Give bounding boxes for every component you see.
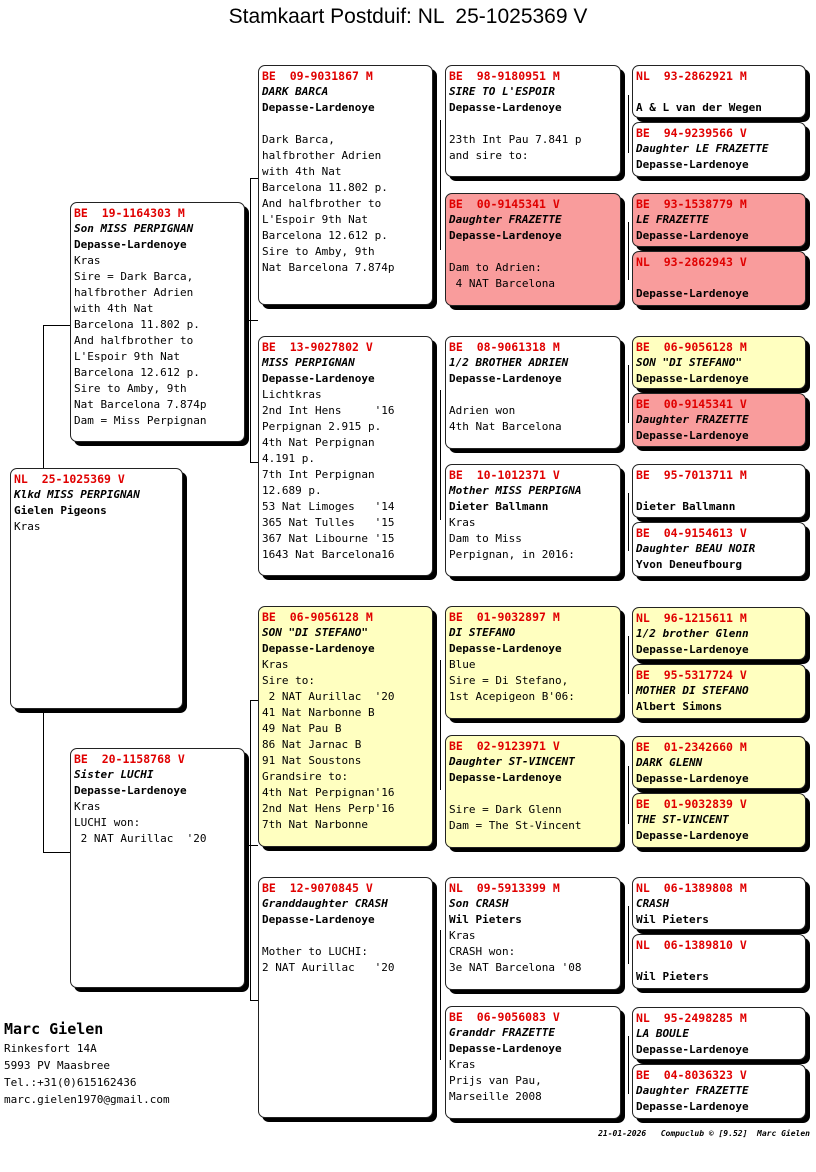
connector-line	[250, 700, 258, 701]
pigeon-note: 2 NAT Aurillac '20	[74, 832, 207, 845]
connector-line	[246, 845, 258, 846]
connector-line	[250, 462, 258, 463]
breeder-name: Depasse-Lardenoye	[636, 158, 749, 171]
pigeon-card-ddsd[interactable]	[632, 934, 806, 989]
pigeon-name: Son MISS PERPIGNAN	[74, 222, 194, 235]
breeder-name: Dieter Ballmann	[636, 500, 736, 513]
pigeon-card-ssd[interactable]	[445, 193, 621, 306]
ring-number: BE 93-1538779 M	[636, 197, 747, 211]
pigeon-note: 2nd Nat Hens Perp'16	[262, 802, 395, 815]
pigeon-note: And halfbrother to	[262, 197, 382, 210]
pigeon-name: Son CRASH	[449, 897, 509, 910]
ring-number: BE 10-1012371 V	[449, 468, 560, 482]
pigeon-name: DARK BARCA	[262, 85, 329, 98]
pigeon-name: Mother MISS PERPIGNA	[449, 484, 582, 497]
ring-number: NL 95-2498285 M	[636, 1011, 747, 1025]
connector-line	[250, 700, 251, 1000]
pigeon-name: CRASH	[636, 897, 670, 910]
pigeon-note: Dam = The St-Vincent	[449, 819, 582, 832]
pigeon-note: halfbrother Adrien	[262, 149, 382, 162]
pigeon-note: Dark Barca,	[262, 133, 335, 146]
pigeon-note	[449, 387, 617, 403]
pigeon-note: Sire = Dark Glenn	[449, 803, 562, 816]
breeder-name: Depasse-Lardenoye	[74, 784, 187, 797]
pigeon-name: Daughter LE FRAZETTE	[636, 142, 769, 155]
footer-credit: 21-01-2026 Compuclub © [9.52] Marc Gielen	[598, 1129, 810, 1138]
pigeon-name: DARK GLENN	[636, 756, 703, 769]
ring-number: NL 93-2862921 M	[636, 69, 747, 83]
owner-address: Rinkesfort 14A	[4, 1042, 97, 1055]
pigeon-note: 4th Nat Perpignan	[262, 436, 375, 449]
ring-number: BE 09-9031867 M	[262, 69, 373, 83]
connector-line	[43, 325, 70, 326]
pigeon-card-sire[interactable]	[70, 202, 245, 442]
ring-number: NL 06-1389810 V	[636, 938, 747, 952]
connector-line	[246, 320, 258, 321]
pigeon-note	[449, 786, 617, 802]
pigeon-note: Kras	[74, 254, 101, 267]
pigeon-name: 1/2 brother Glenn	[636, 627, 749, 640]
connector-line	[440, 390, 441, 520]
pigeon-note: 1643 Nat Barcelona16	[262, 548, 395, 561]
ring-number: BE 04-8036323 V	[636, 1068, 747, 1082]
pigeon-card-main[interactable]	[10, 468, 183, 709]
breeder-name: Depasse-Lardenoye	[636, 643, 749, 656]
ring-number: BE 01-9032897 M	[449, 610, 560, 624]
pigeon-card-sdss[interactable]	[632, 336, 806, 389]
pigeon-note: Kras	[14, 520, 41, 533]
pigeon-card-dsdd[interactable]	[632, 793, 806, 848]
pigeon-note: with 4th Nat	[262, 165, 342, 178]
pigeon-card-ddd[interactable]	[445, 1006, 621, 1119]
owner-email[interactable]: marc.gielen1970@gmail.com	[4, 1093, 170, 1106]
pigeon-note: with 4th Nat	[74, 302, 154, 315]
pigeon-card-dsss[interactable]	[632, 607, 806, 660]
pigeon-note: L'Espoir 9th Nat	[262, 213, 368, 226]
pigeon-note: Kras	[74, 800, 101, 813]
pigeon-note: 365 Nat Tulles '15	[262, 516, 395, 529]
breeder-name: Depasse-Lardenoye	[636, 429, 749, 442]
breeder-name: Depasse-Lardenoye	[262, 913, 375, 926]
ring-number: BE 04-9154613 V	[636, 526, 747, 540]
connector-line	[250, 178, 258, 179]
pigeon-note: Dam to Adrien:	[449, 261, 542, 274]
breeder-name: Dieter Ballmann	[449, 500, 549, 513]
pigeon-note: Kras	[449, 1058, 476, 1071]
ring-number: BE 19-1164303 M	[74, 206, 185, 220]
pigeon-note: Kras	[262, 658, 289, 671]
pigeon-name	[636, 953, 802, 969]
breeder-name: Depasse-Lardenoye	[74, 238, 187, 251]
pigeon-name: Daughter FRAZETTE	[636, 1084, 749, 1097]
connector-line	[440, 660, 441, 790]
ring-number: NL 09-5913399 M	[449, 881, 560, 895]
pigeon-card-sire-sire[interactable]	[258, 65, 433, 305]
pigeon-card-ddds[interactable]	[632, 1007, 806, 1060]
pigeon-note: 3e NAT Barcelona '08	[449, 961, 582, 974]
ring-number: NL 96-1215611 M	[636, 611, 747, 625]
connector-line	[628, 222, 629, 280]
pigeon-name: Klkd MISS PERPIGNAN	[14, 488, 140, 501]
ring-number: BE 95-5317724 V	[636, 668, 747, 682]
pigeon-note: Prijs van Pau,	[449, 1074, 542, 1087]
pigeon-name: THE ST-VINCENT	[636, 813, 729, 826]
breeder-name: Depasse-Lardenoye	[449, 372, 562, 385]
pigeon-note: Sire = Dark Barca,	[74, 270, 194, 283]
pigeon-name	[636, 84, 802, 100]
ring-number: BE 00-9145341 V	[449, 197, 560, 211]
pigeon-name	[636, 483, 802, 499]
connector-line	[628, 365, 629, 423]
pigeon-card-dam-sire[interactable]	[258, 606, 433, 847]
connector-line	[43, 852, 70, 853]
connector-line	[628, 493, 629, 551]
ring-number: BE 94-9239566 V	[636, 126, 747, 140]
breeder-name: Depasse-Lardenoye	[636, 287, 749, 300]
pigeon-note: Marseille 2008	[449, 1090, 542, 1103]
pigeon-name: Daughter BEAU NOIR	[636, 542, 756, 555]
ring-number: BE 02-9123971 V	[449, 739, 560, 753]
pigeon-note: Kras	[449, 929, 476, 942]
owner-name: Marc Gielen	[4, 1020, 104, 1038]
pigeon-note: Nat Barcelona 7.874p	[74, 398, 207, 411]
ring-number: BE 06-9056128 M	[636, 340, 747, 354]
pigeon-card-sssd[interactable]	[632, 122, 806, 177]
connector-line	[440, 120, 441, 250]
pigeon-card-dsds[interactable]	[632, 736, 806, 789]
ring-number: BE 13-9027802 V	[262, 340, 373, 354]
connector-line	[43, 710, 44, 852]
ring-number: BE 06-9056083 V	[449, 1010, 560, 1024]
pigeon-note: 4th Nat Perpignan'16	[262, 786, 395, 799]
pigeon-note: CRASH won:	[449, 945, 516, 958]
pigeon-note: Grandsire to:	[262, 770, 349, 783]
breeder-name: Depasse-Lardenoye	[636, 772, 749, 785]
pigeon-name: Granddr FRAZETTE	[449, 1026, 555, 1039]
breeder-name: Depasse-Lardenoye	[262, 642, 375, 655]
pigeon-note: L'Espoir 9th Nat	[74, 350, 180, 363]
pigeon-card-dss[interactable]	[445, 606, 621, 719]
pigeon-note: Blue	[449, 658, 476, 671]
owner-info	[4, 1018, 170, 1108]
ring-number: BE 08-9061318 M	[449, 340, 560, 354]
pigeon-note: 91 Nat Soustons	[262, 754, 362, 767]
breeder-name: Wil Pieters	[449, 913, 522, 926]
pigeon-note: 86 Nat Jarnac B	[262, 738, 362, 751]
pigeon-card-dds[interactable]	[445, 877, 621, 990]
pigeon-card-dssd[interactable]	[632, 664, 806, 719]
pigeon-name: Daughter FRAZETTE	[636, 413, 749, 426]
pigeon-note: Nat Barcelona 7.874p	[262, 261, 395, 274]
breeder-name: Gielen Pigeons	[14, 504, 107, 517]
pigeon-name: SON "DI STEFANO"	[262, 626, 368, 639]
pigeon-name: Sister LUCHI	[74, 768, 154, 781]
pigeon-note: Perpignan, in 2016:	[449, 548, 575, 561]
pigeon-note: Barcelona 11.802 p.	[74, 318, 200, 331]
ring-number: BE 20-1158768 V	[74, 752, 185, 766]
pigeon-name: Daughter FRAZETTE	[449, 213, 562, 226]
pigeon-card-sss[interactable]	[445, 65, 621, 177]
breeder-name: Depasse-Lardenoye	[449, 771, 562, 784]
pigeon-note: 23th Int Pau 7.841 p	[449, 133, 582, 146]
pigeon-name: LE FRAZETTE	[636, 213, 709, 226]
pigeon-note: 41 Nat Narbonne B	[262, 706, 375, 719]
pigeon-card-ssds[interactable]	[632, 193, 806, 247]
pigeon-name: DI STEFANO	[449, 626, 516, 639]
breeder-name: Depasse-Lardenoye	[636, 229, 749, 242]
pigeon-card-sds[interactable]	[445, 336, 621, 449]
pigeon-card-sire-dam[interactable]	[258, 336, 433, 576]
pigeon-note: halfbrother Adrien	[74, 286, 194, 299]
pigeon-note: Barcelona 12.612 p.	[74, 366, 200, 379]
pigeon-note: 12.689 p.	[262, 484, 322, 497]
pigeon-note: 53 Nat Limoges '14	[262, 500, 395, 513]
pigeon-card-sddd[interactable]	[632, 522, 806, 577]
pigeon-note: Dam = Miss Perpignan	[74, 414, 207, 427]
pigeon-note: 7th Nat Narbonne	[262, 818, 368, 831]
pigeon-note: and sire to:	[449, 149, 529, 162]
ring-number: BE 00-9145341 V	[636, 397, 747, 411]
ring-number: NL 93-2862943 V	[636, 255, 747, 269]
pigeon-name: Daughter ST-VINCENT	[449, 755, 575, 768]
pigeon-card-sdd[interactable]	[445, 464, 621, 577]
ring-number: BE 01-9032839 V	[636, 797, 747, 811]
pigeon-note: Barcelona 12.612 p.	[262, 229, 388, 242]
breeder-name: Depasse-Lardenoye	[449, 101, 562, 114]
pigeon-name: MOTHER DI STEFANO	[636, 684, 749, 697]
owner-city: 5993 PV Maasbree	[4, 1059, 110, 1072]
pigeon-note: Kras	[449, 516, 476, 529]
pigeon-name: Granddaughter CRASH	[262, 897, 388, 910]
pigeon-note: Sire to Amby, 9th	[74, 382, 187, 395]
ring-number: BE 01-2342660 M	[636, 740, 747, 754]
pigeon-note: 4.191 p.	[262, 452, 315, 465]
connector-line	[628, 95, 629, 153]
ring-number: BE 06-9056128 M	[262, 610, 373, 624]
pigeon-card-dam-dam[interactable]	[258, 877, 433, 1118]
pigeon-note: Sire to Amby, 9th	[262, 245, 375, 258]
ring-number: BE 95-7013711 M	[636, 468, 747, 482]
connector-line	[628, 906, 629, 964]
pigeon-card-ddss[interactable]	[632, 877, 806, 930]
pigeon-note: 7th Int Perpignan	[262, 468, 375, 481]
page-title: Stamkaart Postduif: NL 25-1025369 V	[228, 5, 588, 28]
pigeon-card-dddd[interactable]	[632, 1064, 806, 1119]
pigeon-note: 49 Nat Pau B	[262, 722, 342, 735]
breeder-name: Depasse-Lardenoye	[449, 229, 562, 242]
pigeon-note: Sire = Di Stefano,	[449, 674, 569, 687]
breeder-name: Depasse-Lardenoye	[636, 829, 749, 842]
pigeon-note: 4 NAT Barcelona	[449, 277, 555, 290]
ring-number: BE 98-9180951 M	[449, 69, 560, 83]
ring-number: NL 25-1025369 V	[14, 472, 125, 486]
pigeon-note: 2 NAT Aurillac '20	[262, 961, 395, 974]
breeder-name: Depasse-Lardenoye	[636, 372, 749, 385]
breeder-name: Depasse-Lardenoye	[449, 1042, 562, 1055]
breeder-name: Albert Simons	[636, 700, 723, 713]
breeder-name: Depasse-Lardenoye	[636, 1100, 749, 1113]
pigeon-note	[449, 244, 617, 260]
pigeon-note	[262, 116, 429, 132]
pigeon-note: 2nd Int Hens '16	[262, 404, 395, 417]
ring-number: NL 06-1389808 M	[636, 881, 747, 895]
pigeon-name: LA BOULE	[636, 1027, 689, 1040]
connector-line	[43, 325, 44, 470]
pigeon-note: Sire to:	[262, 674, 315, 687]
pigeon-card-sdsd[interactable]	[632, 393, 806, 447]
breeder-name: A & L van der Wegen	[636, 101, 762, 114]
breeder-name: Depasse-Lardenoye	[262, 372, 375, 385]
breeder-name: Depasse-Lardenoye	[262, 101, 375, 114]
pigeon-note	[262, 928, 429, 944]
pigeon-card-ssdd[interactable]	[632, 251, 806, 306]
pigeon-name: 1/2 BROTHER ADRIEN	[449, 356, 569, 369]
owner-phone: Tel.:+31(0)615162436	[4, 1076, 137, 1089]
pigeon-note: Lichtkras	[262, 388, 322, 401]
pigeon-name	[636, 270, 802, 286]
pigeon-note: LUCHI won:	[74, 816, 141, 829]
connector-line	[628, 1036, 629, 1094]
pigeon-name: SIRE TO L'ESPOIR	[449, 85, 555, 98]
breeder-name: Depasse-Lardenoye	[636, 1043, 749, 1056]
pigeon-note: Perpignan 2.915 p.	[262, 420, 382, 433]
pigeon-note: 1st Acepigeon B'06:	[449, 690, 575, 703]
pigeon-card-ssss[interactable]	[632, 65, 806, 118]
pigeon-note	[449, 116, 617, 132]
pigeon-note: Dam to Miss	[449, 532, 522, 545]
breeder-name: Wil Pieters	[636, 970, 709, 983]
pigeon-name: MISS PERPIGNAN	[262, 356, 355, 369]
pigeon-card-dam[interactable]	[70, 748, 245, 988]
connector-line	[440, 930, 441, 1060]
breeder-name: Depasse-Lardenoye	[449, 642, 562, 655]
connector-line	[250, 1000, 258, 1001]
connector-line	[628, 636, 629, 694]
pigeon-name: SON "DI STEFANO"	[636, 356, 742, 369]
pigeon-note: 2 NAT Aurillac '20	[262, 690, 395, 703]
pigeon-note: Barcelona 11.802 p.	[262, 181, 388, 194]
pigeon-note: Mother to LUCHI:	[262, 945, 368, 958]
pigeon-note: 367 Nat Libourne '15	[262, 532, 395, 545]
pigeon-card-sdds[interactable]	[632, 464, 806, 518]
pigeon-note: Adrien won	[449, 404, 516, 417]
breeder-name: Yvon Deneufbourg	[636, 558, 742, 571]
pigeon-card-dsd[interactable]	[445, 735, 621, 848]
pigeon-note: 4th Nat Barcelona	[449, 420, 562, 433]
pigeon-note: And halfbrother to	[74, 334, 194, 347]
ring-number: BE 12-9070845 V	[262, 881, 373, 895]
breeder-name: Wil Pieters	[636, 913, 709, 926]
connector-line	[628, 766, 629, 824]
